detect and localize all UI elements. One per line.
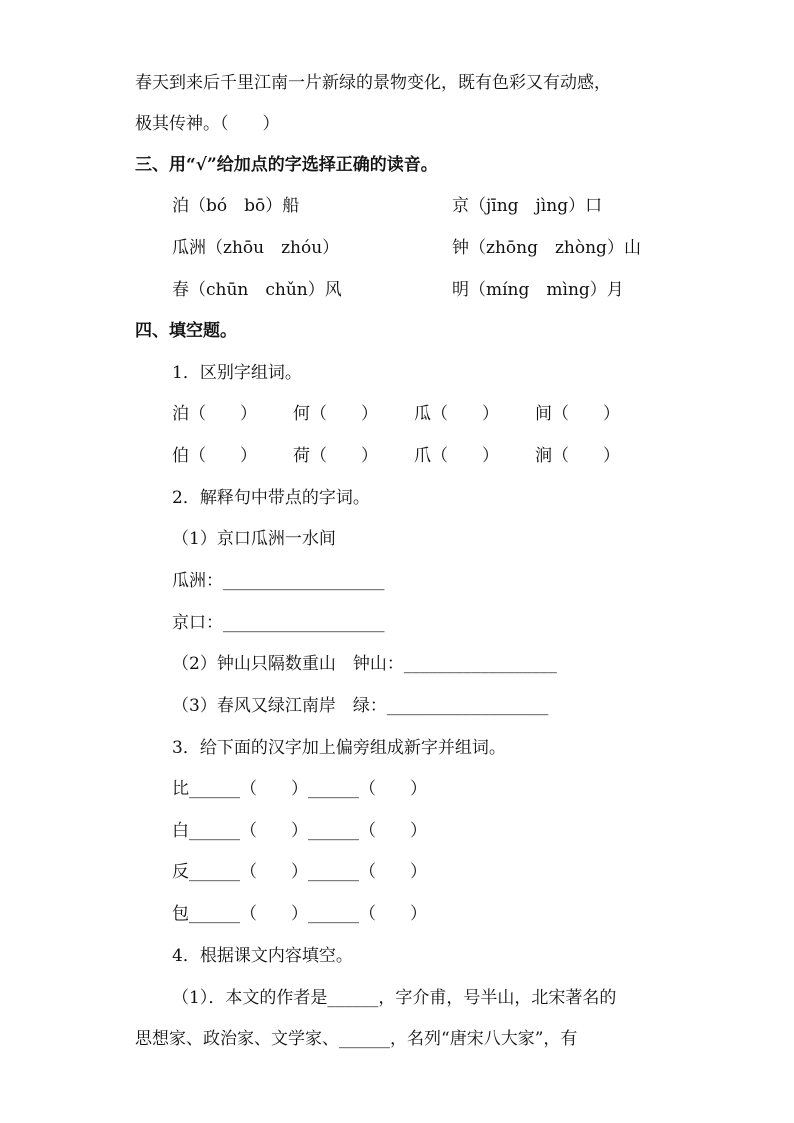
question-3-title: 3．给下面的汉字加上偏旁组成新字并组词。 [172,738,506,758]
word-group-item: 荷（ ） [293,446,378,466]
word-group-item: 伯（ ） [172,446,257,466]
pinyin-item: 春（chūn chǔn）风 [172,280,342,300]
pinyin-item: 京（jīng jìng）口 [452,196,603,216]
radical-row: 比______（ ）______（ ） [172,779,427,799]
section-3-title: 三、用“√”给加点的字选择正确的读音。 [135,155,438,175]
intro-line-2: 极其传神。（ ） [135,114,280,134]
intro-line-1: 春天到来后千里江南一片新绿的景物变化，既有色彩又有动感， [135,73,611,93]
question-2-title: 2．解释句中带点的字词。 [172,488,370,508]
section-4-title: 四、填空题。 [135,321,237,341]
word-group-item: 瓜（ ） [414,404,499,424]
word-group-item: 涧（ ） [535,446,620,466]
pinyin-item: 泊（bó bō）船 [172,196,300,216]
word-group-item: 何（ ） [293,404,378,424]
radical-row: 反______（ ）______（ ） [172,862,427,882]
guazhou-blank: 瓜洲：___________________ [172,571,385,591]
question-4-line-1: （1）．本文的作者是______，字介甫，号半山，北宋著名的 [172,988,617,1008]
question-1-title: 1．区别字组词。 [172,363,302,383]
word-group-item: 泊（ ） [172,404,257,424]
jingkou-blank: 京口：___________________ [172,613,385,633]
radical-row: 白______（ ）______（ ） [172,821,427,841]
radical-row: 包______（ ）______（ ） [172,904,427,924]
question-2-sub-2: （2）钟山只隔数重山 钟山：__________________ [172,654,557,674]
question-4-line-2: 思想家、政治家、文学家、______，名列“唐宋八大家”，有 [135,1029,578,1049]
pinyin-item: 钟（zhōng zhòng）山 [452,238,641,258]
question-4-title: 4．根据课文内容填空。 [172,946,353,966]
word-group-item: 爪（ ） [414,446,499,466]
word-group-item: 间（ ） [535,404,620,424]
pinyin-item: 明（míng mìng）月 [452,280,624,300]
question-2-sub-1: （1）京口瓜洲一水间 [172,529,336,549]
pinyin-item: 瓜洲（zhōu zhóu） [172,238,340,258]
question-2-sub-3: （3）春风又绿江南岸 绿：___________________ [172,696,549,716]
